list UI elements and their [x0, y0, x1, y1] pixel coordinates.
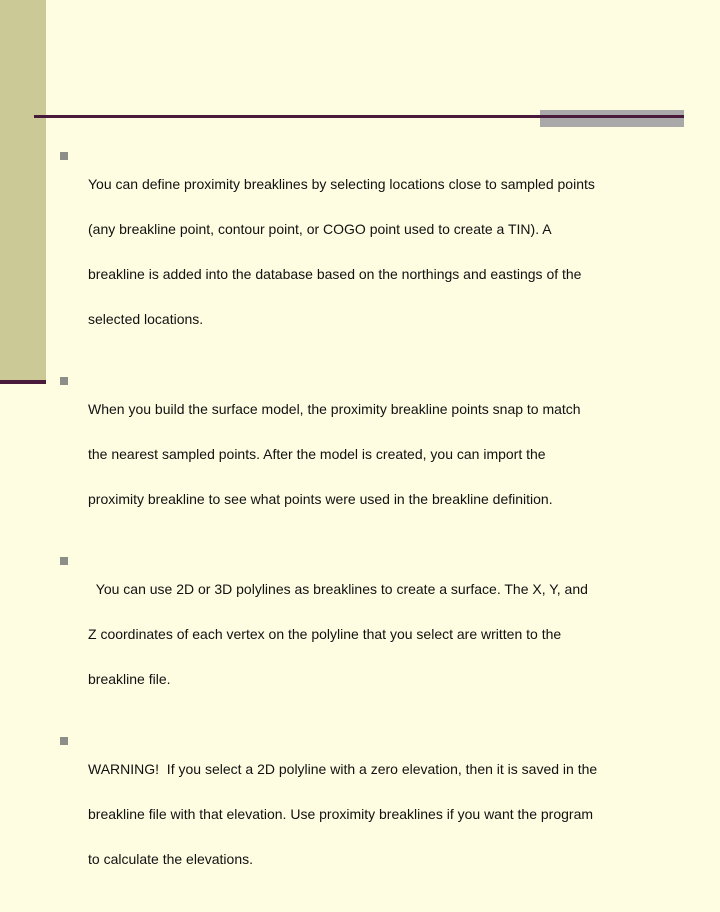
bullet-line: When you build the surface model, the proximity breakline points snap to match — [88, 401, 581, 417]
bullet-text — [88, 147, 595, 357]
sidebar-rule — [0, 380, 46, 384]
bullet-line: breakline is added into the database based on the northings and eastings of the — [88, 266, 582, 282]
bullet-line: to calculate the elevations. — [88, 851, 253, 867]
left-sidebar-decoration — [0, 0, 46, 382]
bullet-text — [88, 372, 581, 537]
bullet-line: selected locations. — [88, 311, 204, 327]
bullet-line: You can use 2D or 3D polylines as breaklines to create a surface. The X, Y, and — [88, 581, 588, 597]
square-bullet-icon — [60, 377, 68, 385]
bullet-line: breakline file. — [88, 671, 171, 687]
title-accent-rule — [540, 115, 684, 118]
title-accent-block — [540, 110, 684, 127]
bullet-line: proximity breakline to see what points were used in the breakline definition. — [88, 491, 553, 507]
square-bullet-icon — [60, 152, 68, 160]
bullet-line: You can define proximity breaklines by selecting locations close to sampled points — [88, 176, 595, 192]
bullet-text — [88, 552, 588, 717]
bullet-line: breakline file with that elevation. Use proximity breaklines if you want the program — [88, 806, 594, 822]
bullet-list — [60, 147, 680, 912]
bullet-item — [60, 552, 680, 717]
bullet-item — [60, 372, 680, 537]
bullet-item — [60, 732, 680, 897]
square-bullet-icon — [60, 557, 68, 565]
bullet-text — [88, 732, 597, 897]
square-bullet-icon — [60, 737, 68, 745]
bullet-line: WARNING! If you select a 2D polyline with a zero elevation, then it is saved in the — [88, 761, 598, 777]
bullet-line: the nearest sampled points. After the model is created, you can import the — [88, 446, 546, 462]
bullet-item — [60, 147, 680, 357]
bullet-line: Z coordinates of each vertex on the polyline that you select are written to the — [88, 626, 562, 642]
bullet-line: (any breakline point, contour point, or COGO point used to create a TIN). A — [88, 221, 552, 237]
